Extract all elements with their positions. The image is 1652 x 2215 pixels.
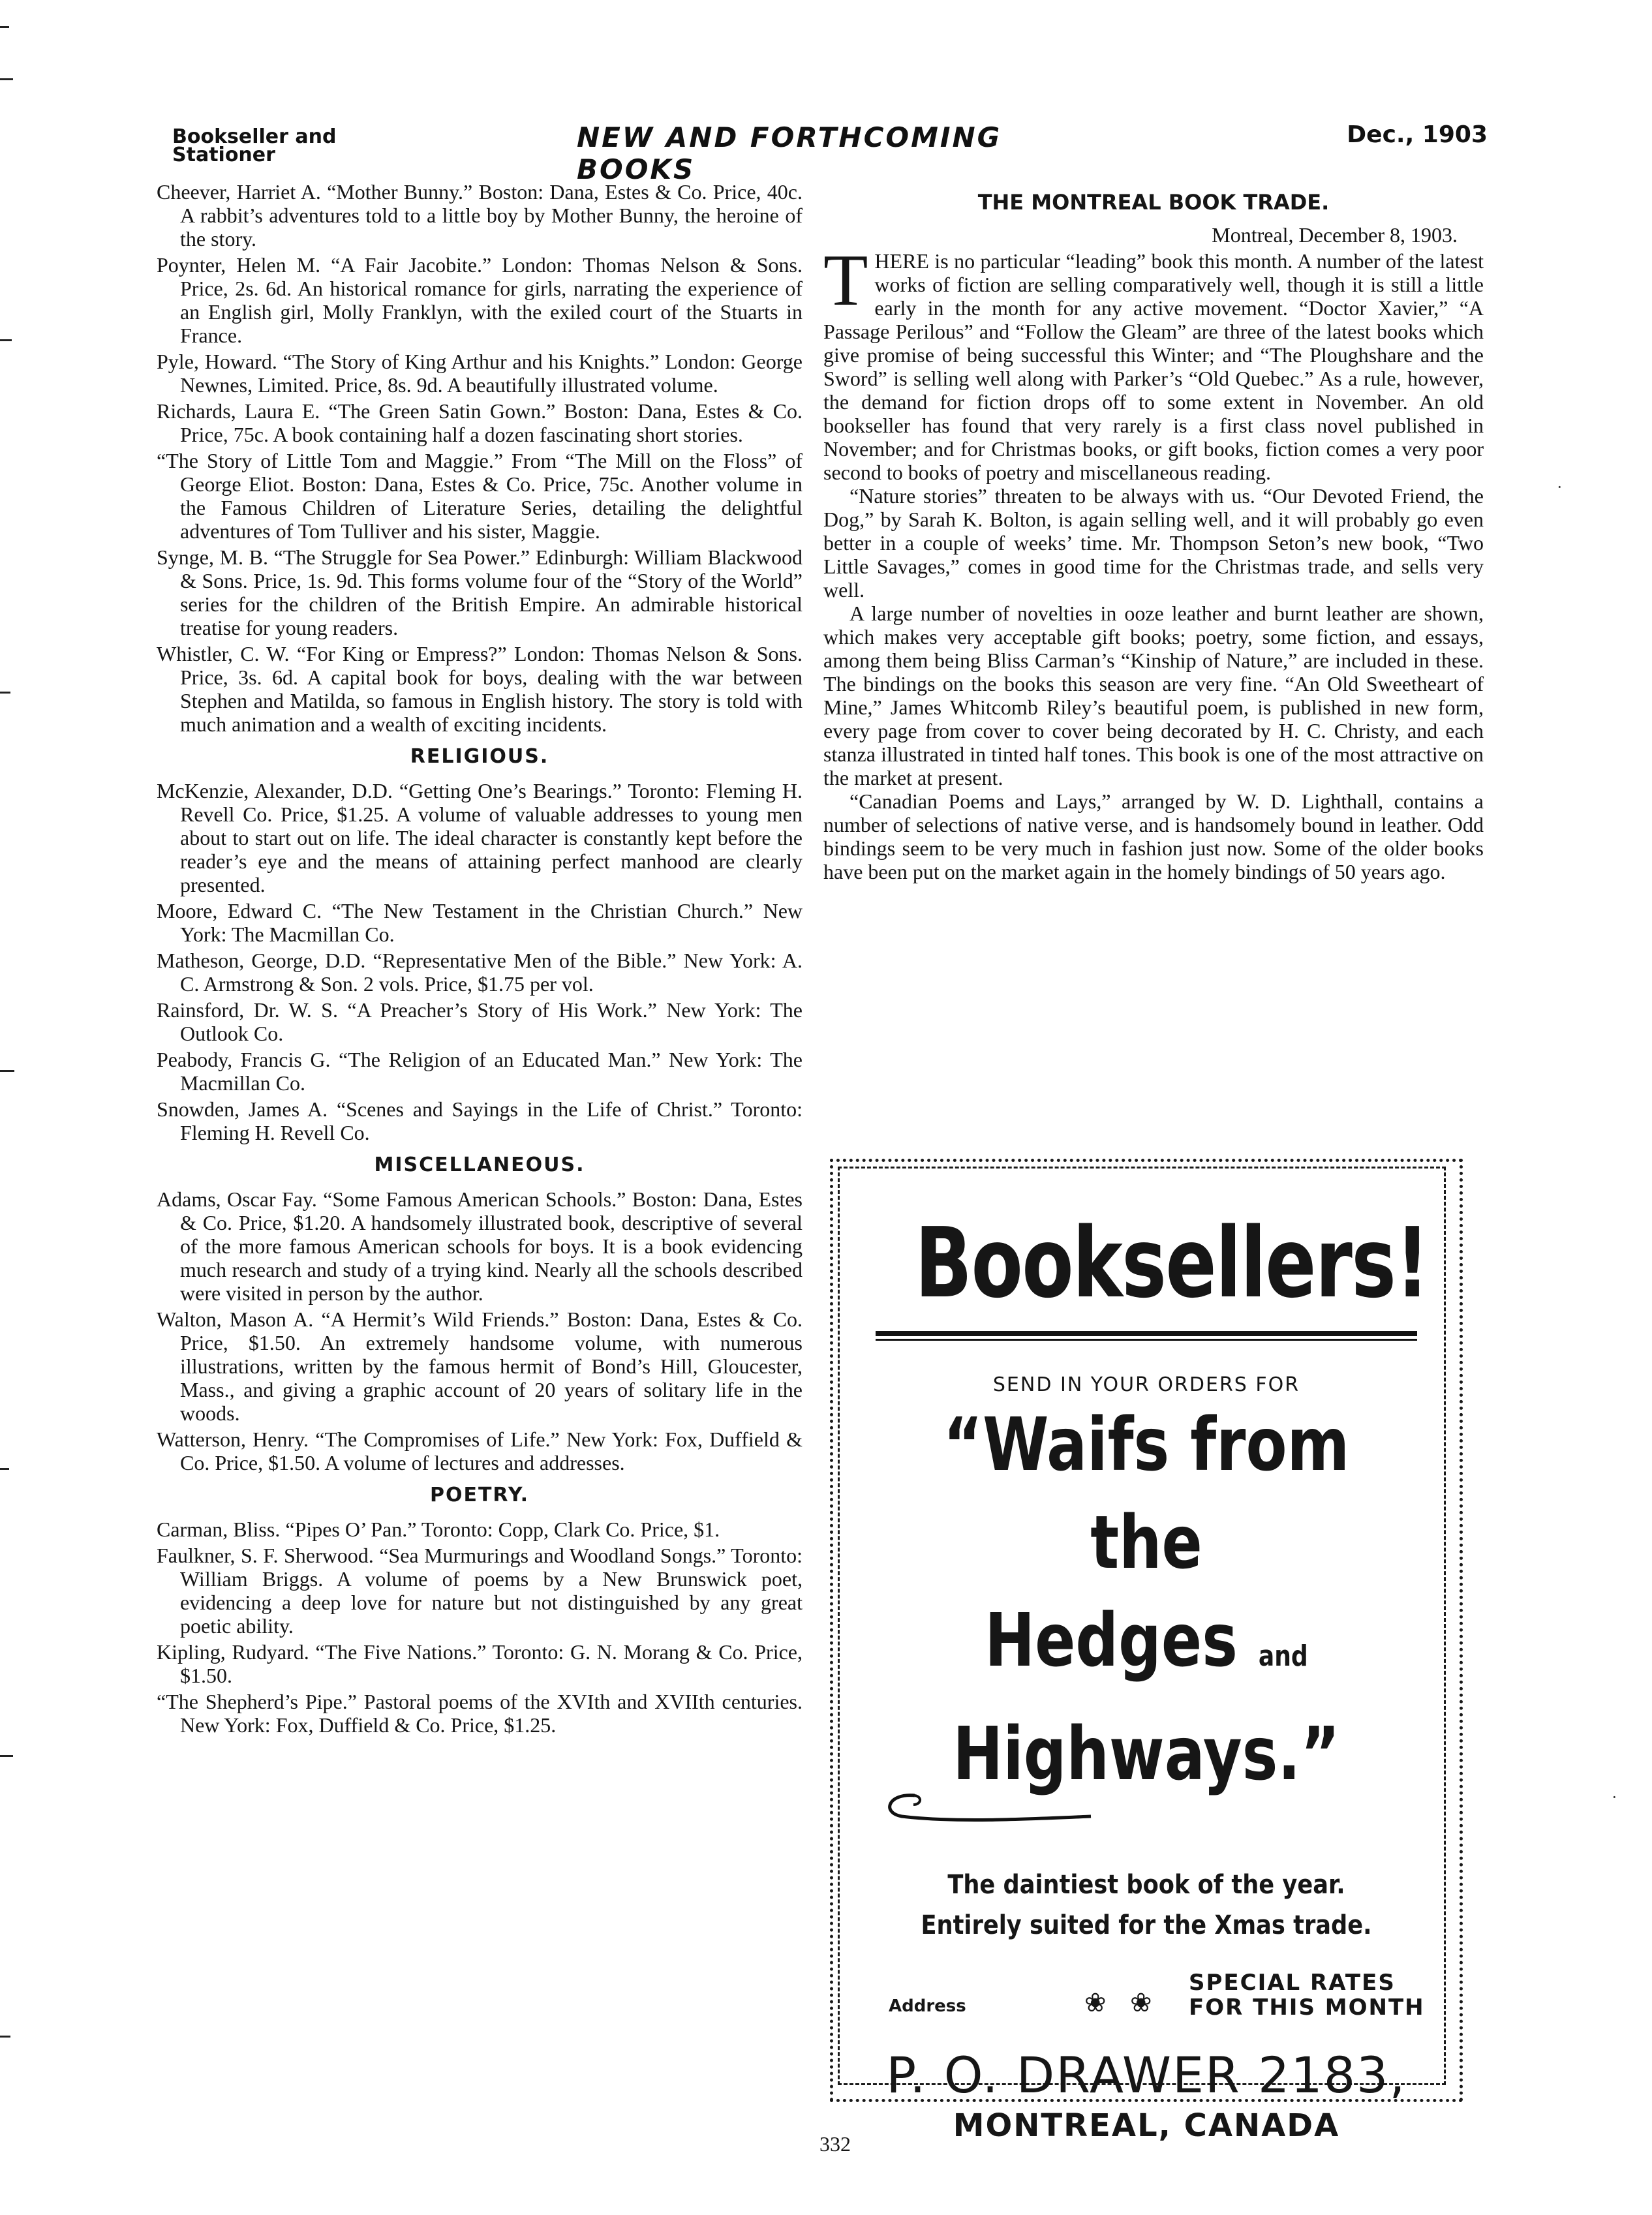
ad-rates-row xyxy=(849,1968,1443,2026)
miscellaneous-list xyxy=(157,1187,803,1474)
book-entry: Peabody, Francis G. “The Religion of an Educated Man.” New York: The Macmillan Co. xyxy=(157,1048,803,1095)
ad-address-label: Address xyxy=(889,1996,966,2016)
fiction-list xyxy=(157,180,803,736)
article-paragraph: “Canadian Poems and Lays,” arranged by W. D. Lighthall, contains a number of selections of native verse, and is handsomely bound in leather. Odd bindings seem to be very much in fashion just now. Some of the older books have been put on the market again in the homely bindings of 50 years ago. xyxy=(823,789,1484,883)
scan-speck: · xyxy=(1557,478,1563,496)
scan-edge-mark xyxy=(0,1070,14,1072)
book-entry: Faulkner, S. F. Sherwood. “Sea Murmurings and Woodland Songs.” Toronto: William Briggs. A volume of poems by a New Brunswick poet, evidencing a deep love for nature but not distinguished by any great poetic ability. xyxy=(157,1544,803,1638)
ad-headline: Booksellers! xyxy=(915,1207,1429,1319)
religious-list xyxy=(157,779,803,1144)
book-entry: McKenzie, Alexander, D.D. “Getting One’s Bearings.” Toronto: Fleming H. Revell Co. Price, $1.25. A volume of valuable addresses to young men about to start out on life. The ideal character is constantly kept before the reader’s eye and the means of attaining perfect manhood are clearly presented. xyxy=(157,779,803,896)
book-entry: Watterson, Henry. “The Compromises of Life.” New York: Fox, Duffield & Co. Price, $1.50. A volume of lectures and addresses. xyxy=(157,1428,803,1474)
ad-send-line: SEND IN YOUR ORDERS FOR xyxy=(992,1373,1300,1396)
ad-book-title-word: Hedges xyxy=(985,1598,1238,1683)
running-header-left xyxy=(172,125,420,166)
ad-flourish xyxy=(849,1799,1443,1825)
book-entry: Matheson, George, D.D. “Representative Men of the Bible.” New York: A. C. Armstrong & Son. 2 vols. Price, $1.75 per vol. xyxy=(157,949,803,996)
book-entry: Richards, Laura E. “The Green Satin Gown.” Boston: Dana, Estes & Co. Price, 75c. A book containing half a dozen fascinating short stories. xyxy=(157,399,803,446)
left-column xyxy=(157,180,803,1739)
scan-speck: · xyxy=(1612,1788,1617,1807)
book-entry: Carman, Bliss. “Pipes O’ Pan.” Toronto: Copp, Clark Co. Price, $1. xyxy=(157,1518,720,1541)
book-entry: “The Shepherd’s Pipe.” Pastoral poems of the XVIth and XVIIth centuries. New York: Fox, Duffield & Co. Price, $1.25. xyxy=(157,1690,803,1737)
flourish-swash-icon xyxy=(876,1786,1097,1825)
header-publication-line1: Bookseller and xyxy=(172,125,337,148)
article-dateline: Montreal, December 8, 1903. xyxy=(1212,223,1458,247)
running-header-date: Dec., 1903 xyxy=(1347,121,1488,148)
scan-edge-mark xyxy=(0,2036,10,2038)
page-number: 332 xyxy=(819,2132,851,2156)
poetry-list xyxy=(157,1518,803,1737)
ad-po-drawer: P. O. DRAWER 2183, xyxy=(886,2046,1407,2104)
book-entry: Cheever, Harriet A. “Mother Bunny.” Boston: Dana, Estes & Co. Price, 40c. A rabbit’s adventures told to a little boy by Mother Bunny, the heroine of the story. xyxy=(157,180,803,251)
ad-city: MONTREAL, CANADA xyxy=(953,2107,1340,2144)
scan-edge-mark xyxy=(0,1468,9,1470)
book-entry: Adams, Oscar Fay. “Some Famous American Schools.” Boston: Dana, Estes & Co. Price, $1.20. A handsomely illustrated book, descriptive of several of the more famous American schools for boys. It is a book evidencing much research and study of a trying kind. Nearly all the schools described were visited in person by the author. xyxy=(157,1187,803,1305)
book-entry: Rainsford, Dr. W. S. “A Preacher’s Story of His Work.” New York: The Outlook Co. xyxy=(157,998,803,1045)
article-paragraph: A large number of novelties in ooze leather and burnt leather are shown, which makes very acceptable gift books; poetry, some fiction, and essays, among them being Bliss Carman’s “Kinship of Nature,” are included in these. The bindings on the books this season are very fine. “An Old Sweetheart of Mine,” James Whitcomb Riley’s beautiful poem, is published in new form, every page from cover to cover being decorated by H. C. Christy, and each stanza illustrated in tinted half tones. This book is one of the most attractive on the market at present. xyxy=(823,602,1484,789)
flower-ornament-icon: ❀ xyxy=(1084,1988,1107,2017)
book-entry: Snowden, James A. “Scenes and Sayings in the Life of Christ.” Toronto: Fleming H. Revell Co. xyxy=(157,1097,803,1144)
ad-book-title-line3: Highways.” xyxy=(953,1712,1340,1797)
ad-divider-rule xyxy=(876,1331,1417,1341)
ad-tagline-daintiest: The daintiest book of the year. xyxy=(947,1870,1345,1900)
ad-tagline-xmas: Entirely suited for the Xmas trade. xyxy=(921,1910,1372,1940)
ad-rates-line2: FOR THIS MONTH xyxy=(1189,1994,1425,2021)
ad-special-rates xyxy=(1189,1970,1425,2020)
flower-ornament-icon: ❀ xyxy=(1130,1988,1152,2017)
ad-rates-line1: SPECIAL RATES xyxy=(1189,1970,1396,1996)
article-paragraph: “Nature stories” threaten to be always with us. “Our Devoted Friend, the Dog,” by Sarah K. Bolton, is again selling well, and it will probably go even better in a couple of weeks’ time. Mr. Thompson Seton’s new book, “Two Little Savages,” comes in good time for the Christmas trade, and sells very well. xyxy=(823,484,1484,602)
book-entry: Walton, Mason A. “A Hermit’s Wild Friends.” Boston: Dana, Estes & Co. Price, $1.50. An extremely handsome volume, with numerous illustrations, written by the famous hermit of Bond’s Hill, Gloucester, Mass., and giving a graphic account of 20 years of solitary life in the woods. xyxy=(157,1307,803,1425)
section-heading-miscellaneous: MISCELLANEOUS. xyxy=(374,1153,585,1176)
scan-edge-mark xyxy=(0,692,10,694)
section-heading-religious: RELIGIOUS. xyxy=(410,745,549,768)
scan-edge-mark xyxy=(0,1755,13,1757)
booksellers-advertisement xyxy=(830,1159,1463,2144)
book-entry: Synge, M. B. “The Struggle for Sea Power.” Edinburgh: William Blackwood & Sons. Price, 1s. 9d. This forms volume four of the “Story of the World” series for the children of the British Empire. An admirable historical treatise for young readers. xyxy=(157,545,803,639)
scan-edge-mark xyxy=(0,78,13,80)
scan-edge-mark xyxy=(0,26,9,28)
book-entry: Moore, Edward C. “The New Testament in the Christian Church.” New York: The Macmillan Co. xyxy=(157,899,803,946)
article-paragraph xyxy=(823,240,1484,484)
drop-cap: T xyxy=(823,240,868,321)
article-paragraph-text: HERE is no particular “leading” book this month. A number of the latest works of fiction are selling comparatively well, though it is still a little early in the month for any active movement. “Doctor Xavier,” “A Passage Perilous” and “Follow the Gleam” are three of the latest books which give promise of being successful this Winter; and “The Ploughshare and the Sword” is selling well along with Parker’s “Old Quebec.” As a rule, however, the demand for fiction drops off to some extent in November. An old bookseller has found that very rarely is a first class novel published in November; and for Christmas books, or gift books, fiction comes a very poor second to books of poetry and miscellaneous reading. xyxy=(823,249,1484,484)
book-entry: “The Story of Little Tom and Maggie.” From “The Mill on the Floss” of George Eliot. Boston: Dana, Estes & Co. Price, 75c. Another volume in the Famous Children of Literature Series, detailing the delightful adventures of Tom Tulliver and his sister, Maggie. xyxy=(157,449,803,543)
running-header-title: NEW AND FORTHCOMING BOOKS xyxy=(577,121,1002,185)
ad-content xyxy=(849,1178,1443,2146)
book-entry: Pyle, Howard. “The Story of King Arthur and his Knights.” London: George Newnes, Limited. Price, 8s. 9d. A beautifully illustrated volume. xyxy=(157,350,803,397)
section-heading-poetry: POETRY. xyxy=(429,1484,530,1506)
article-title: THE MONTREAL BOOK TRADE. xyxy=(977,190,1330,215)
ad-book-title-line2 xyxy=(903,1592,1390,1705)
right-column xyxy=(823,180,1484,883)
ad-book-title-and: and xyxy=(1258,1640,1308,1673)
header-publication-line2: Stationer xyxy=(172,144,275,166)
book-entry: Poynter, Helen M. “A Fair Jacobite.” London: Thomas Nelson & Sons. Price, 2s. 6d. An historical romance for girls, narrating the experience of an English girl, Molly Franklyn, with the exiled court of the Stuarts in France. xyxy=(157,253,803,347)
ad-book-title-line1: “Waifs from the xyxy=(943,1403,1350,1585)
book-entry: Kipling, Rudyard. “The Five Nations.” Toronto: G. N. Morang & Co. Price, $1.50. xyxy=(157,1640,803,1687)
scan-edge-mark xyxy=(0,339,12,341)
book-entry: Whistler, C. W. “For King or Empress?” London: Thomas Nelson & Sons. Price, 3s. 6d. A capital book for boys, dealing with the war between Stephen and Matilda, so famous in English history. The story is told with much animation and a wealth of exciting incidents. xyxy=(157,642,803,736)
